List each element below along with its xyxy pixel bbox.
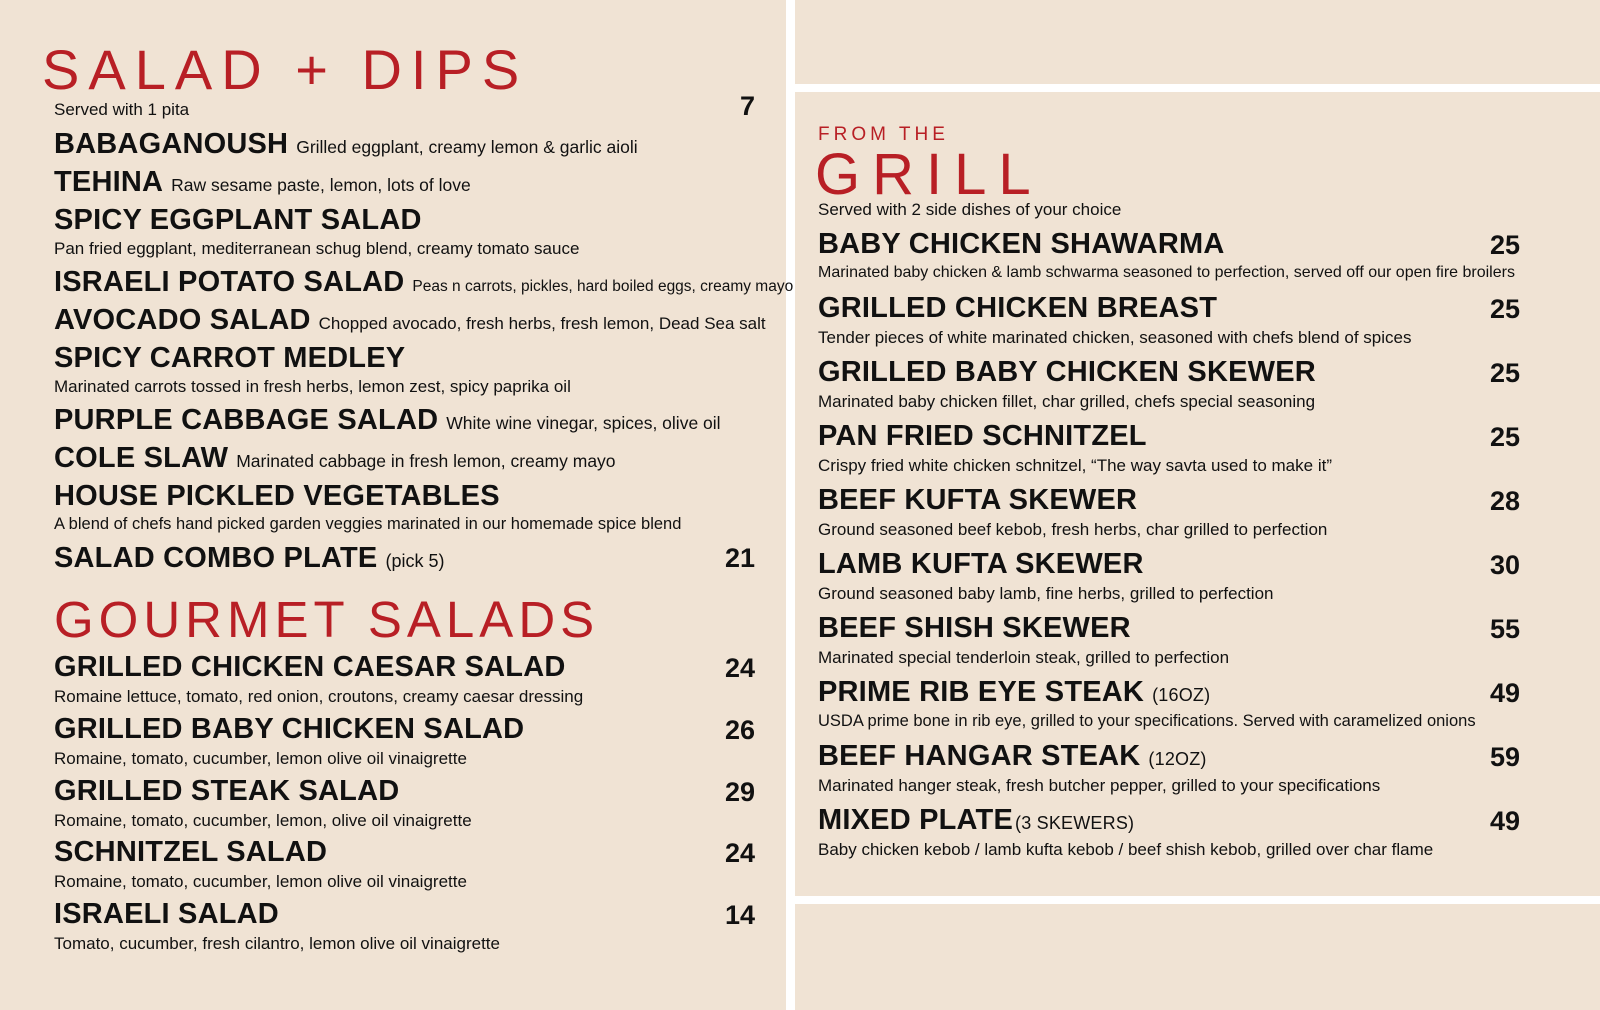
grill-name-text: BEEF HANGAR STEAK xyxy=(818,740,1141,772)
grill-price: 30 xyxy=(1489,550,1520,580)
grill-name: GRILLED BABY CHICKEN SKEWER xyxy=(818,356,1316,388)
grill-name-text: PRIME RIB EYE STEAK xyxy=(818,676,1145,708)
gourmet-item xyxy=(54,653,583,705)
dip-name: PURPLE CABBAGE SALAD xyxy=(54,404,439,436)
grill-price: 59 xyxy=(1489,742,1520,772)
grill-desc: Tender pieces of white marinated chicken, seasoned with chefs blend of spices xyxy=(818,328,1412,347)
gourmet-item xyxy=(54,838,467,890)
grill-desc: Marinated hanger steak, fresh butcher pepper, grilled to your specifications xyxy=(818,776,1381,795)
dip-item-cole-slaw xyxy=(54,444,616,473)
grill-name: GRILLED CHICKEN BREAST xyxy=(818,292,1218,324)
grill-name-text: MIXED PLATE xyxy=(818,804,1014,836)
gourmet-price: 26 xyxy=(724,715,755,745)
bottom-divider xyxy=(795,896,1600,904)
grill-name: BEEF KUFTA SKEWER xyxy=(818,484,1138,516)
grill-name xyxy=(818,678,1476,707)
dip-name: COLE SLAW xyxy=(54,442,229,474)
grill-size: (3 SKEWERS) xyxy=(1015,813,1135,833)
combo-note: (pick 5) xyxy=(385,551,445,571)
gourmet-price: 24 xyxy=(724,838,755,868)
dip-item-spicy-eggplant xyxy=(54,206,422,235)
dip-name: HOUSE PICKLED VEGETABLES xyxy=(54,480,500,512)
dip-desc: Grilled eggplant, creamy lemon & garlic aioli xyxy=(296,137,638,157)
grill-price: 55 xyxy=(1489,614,1520,644)
grill-item xyxy=(818,294,1411,346)
grill-price: 49 xyxy=(1489,678,1520,708)
grill-price: 49 xyxy=(1489,806,1520,836)
grill-name: BEEF SHISH SKEWER xyxy=(818,612,1131,644)
dip-item-babaganoush xyxy=(54,130,638,159)
grill-price: 25 xyxy=(1489,358,1520,388)
grill-price: 25 xyxy=(1489,422,1520,452)
gourmet-name: GRILLED BABY CHICKEN SALAD xyxy=(54,713,525,745)
combo-price: 21 xyxy=(724,543,755,573)
grill-subtitle: Served with 2 side dishes of your choice xyxy=(818,200,1122,219)
dip-item-spicy-carrot xyxy=(54,344,405,373)
dip-name: BABAGANOUSH xyxy=(54,128,289,160)
grill-desc: USDA prime bone in rib eye, grilled to your specifications. Served with caramelized onions xyxy=(818,712,1476,730)
grill-size: (12OZ) xyxy=(1148,749,1207,769)
dip-name: SPICY EGGPLANT SALAD xyxy=(54,204,422,236)
grill-name xyxy=(818,806,1433,835)
gourmet-desc: Romaine lettuce, tomato, red onion, croutons, creamy caesar dressing xyxy=(54,687,584,706)
grill-name: LAMB KUFTA SKEWER xyxy=(818,548,1144,580)
gourmet-price: 14 xyxy=(724,900,755,930)
grill-desc: Marinated baby chicken fillet, char grilled, chefs special seasoning xyxy=(818,392,1316,411)
dip-name: AVOCADO SALAD xyxy=(54,304,311,336)
dip-item-purple-cabbage xyxy=(54,406,721,435)
salad-dips-subtitle: Served with 1 pita xyxy=(54,100,190,119)
dip-name: SPICY CARROT MEDLEY xyxy=(54,342,406,374)
grill-item xyxy=(818,486,1327,538)
salad-dips-title: SALAD + DIPS xyxy=(42,38,529,101)
dip-desc: Peas n carrots, pickles, hard boiled eggs, creamy mayo xyxy=(412,278,794,295)
grill-item xyxy=(818,742,1380,794)
dip-desc: White wine vinegar, spices, olive oil xyxy=(446,413,721,433)
salad-combo-plate xyxy=(54,544,444,573)
gourmet-salads-title: GOURMET SALADS xyxy=(54,591,600,648)
grill-item xyxy=(818,806,1433,858)
gourmet-item xyxy=(54,777,472,829)
gourmet-item xyxy=(54,715,524,767)
grill-desc: Marinated baby chicken & lamb schwarma seasoned to perfection, served off our open fire broilers xyxy=(818,264,1515,281)
top-divider xyxy=(795,84,1600,92)
grill-price: 25 xyxy=(1489,294,1520,324)
grill-desc: Ground seasoned beef kebob, fresh herbs, char grilled to perfection xyxy=(818,520,1328,539)
gourmet-price: 29 xyxy=(724,777,755,807)
grill-name xyxy=(818,742,1380,771)
grill-price: 28 xyxy=(1489,486,1520,516)
grill-title-small: FROM THE xyxy=(818,124,949,145)
dip-desc: Marinated cabbage in fresh lemon, creamy mayo xyxy=(236,451,616,471)
dip-desc: Raw sesame paste, lemon, lots of love xyxy=(171,175,471,195)
gourmet-name: ISRAELI SALAD xyxy=(54,898,279,930)
dip-item-tehina xyxy=(54,168,471,197)
combo-name: SALAD COMBO PLATE xyxy=(54,542,378,574)
dip-desc: Marinated carrots tossed in fresh herbs, lemon zest, spicy paprika oil xyxy=(54,377,571,396)
grill-desc: Crispy fried white chicken schnitzel, “The way savta used to make it” xyxy=(818,456,1332,475)
grill-item xyxy=(818,614,1229,666)
grill-item xyxy=(818,422,1332,474)
gourmet-desc: Romaine, tomato, cucumber, lemon olive oil vinaigrette xyxy=(54,749,467,768)
gourmet-name: GRILLED STEAK SALAD xyxy=(54,775,400,807)
gourmet-desc: Romaine, tomato, cucumber, lemon, olive oil vinaigrette xyxy=(54,811,472,830)
dip-name: TEHINA xyxy=(54,166,164,198)
dip-desc: Chopped avocado, fresh herbs, fresh lemon, Dead Sea salt xyxy=(318,314,766,333)
gourmet-name: GRILLED CHICKEN CAESAR SALAD xyxy=(54,651,566,683)
salad-dips-price: 7 xyxy=(739,91,755,121)
gourmet-desc: Romaine, tomato, cucumber, lemon olive oil vinaigrette xyxy=(54,872,467,891)
grill-title: GRILL xyxy=(815,142,1043,207)
grill-item xyxy=(818,678,1476,730)
grill-desc: Marinated special tenderloin steak, grilled to perfection xyxy=(818,648,1230,667)
grill-price: 25 xyxy=(1489,230,1520,260)
dip-item-israeli-potato xyxy=(54,268,793,297)
gourmet-price: 24 xyxy=(724,653,755,683)
gourmet-name: SCHNITZEL SALAD xyxy=(54,836,328,868)
grill-name: BABY CHICKEN SHAWARMA xyxy=(818,228,1225,260)
gourmet-item xyxy=(54,900,500,952)
dip-name: ISRAELI POTATO SALAD xyxy=(54,266,405,298)
dip-desc: Pan fried eggplant, mediterranean schug blend, creamy tomato sauce xyxy=(54,239,580,258)
dip-item-pickled-vegetables xyxy=(54,482,500,511)
grill-item xyxy=(818,550,1274,602)
grill-name: PAN FRIED SCHNITZEL xyxy=(818,420,1147,452)
vertical-divider xyxy=(786,0,795,1010)
gourmet-desc: Tomato, cucumber, fresh cilantro, lemon olive oil vinaigrette xyxy=(54,934,500,953)
grill-desc: Baby chicken kebob / lamb kufta kebob / beef shish kebob, grilled over char flame xyxy=(818,840,1434,859)
grill-desc: Ground seasoned baby lamb, fine herbs, grilled to perfection xyxy=(818,584,1274,603)
grill-item xyxy=(818,230,1515,281)
dip-item-avocado xyxy=(54,306,766,335)
grill-item xyxy=(818,358,1316,410)
dip-desc: A blend of chefs hand picked garden veggies marinated in our homemade spice blend xyxy=(54,515,682,533)
grill-size: (16OZ) xyxy=(1152,685,1211,705)
